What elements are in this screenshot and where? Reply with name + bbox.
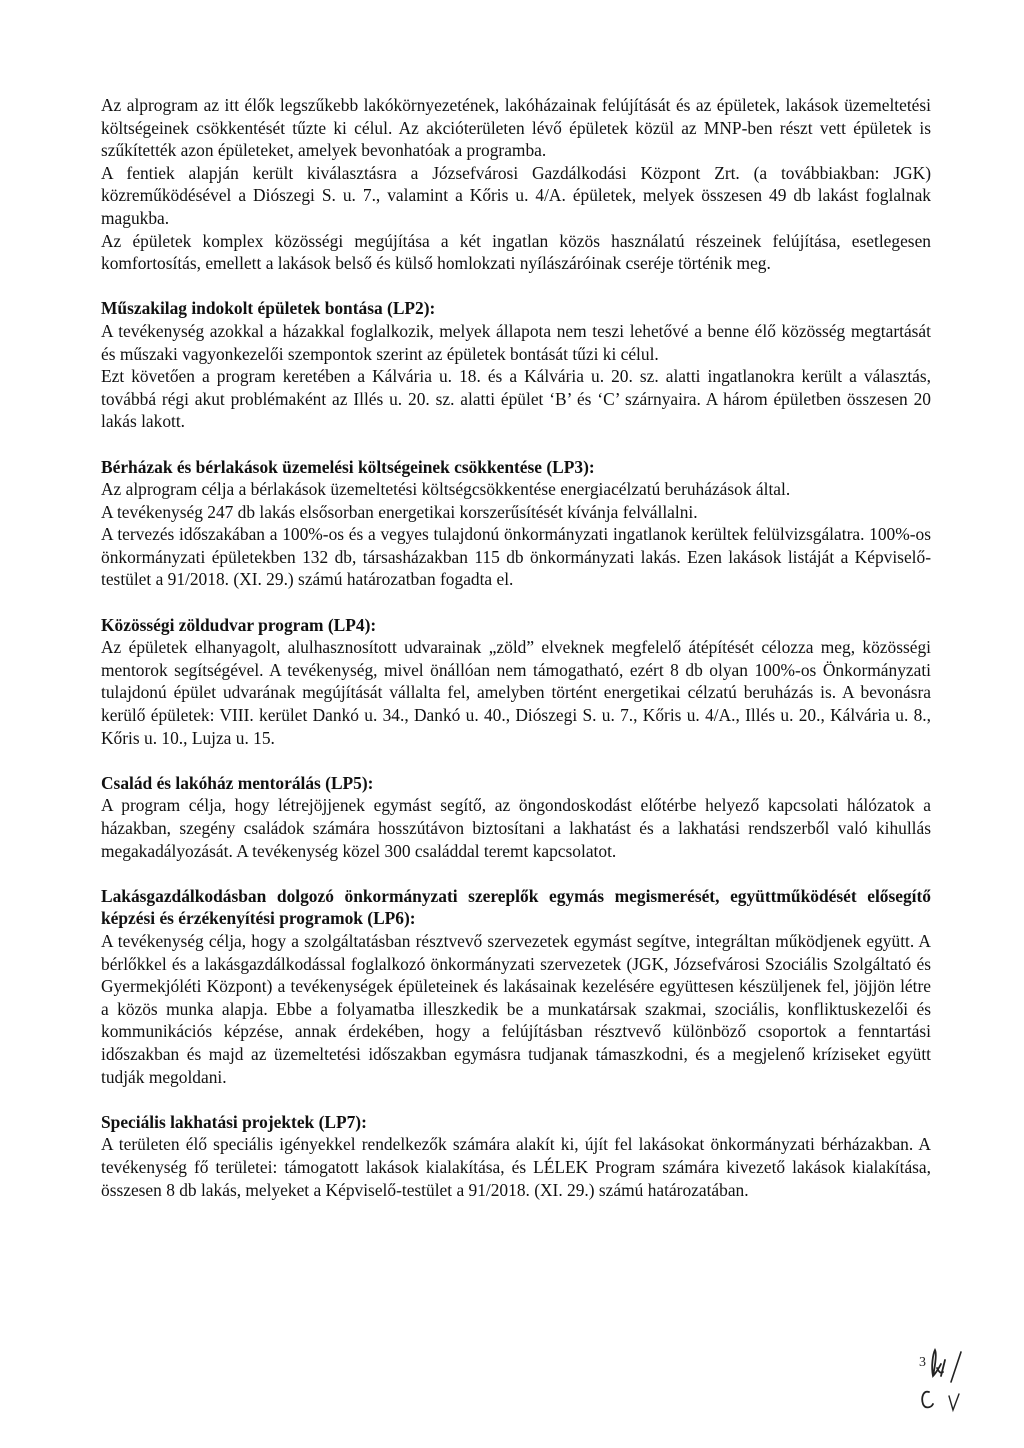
intro-paragraph-1: Az alprogram az itt élők legszűkebb lakókörnyezetének, lakóházainak felújítását és az épületek, lakások üzemeltetési költségeinek csökkentését tűzte ki célul. Az akcióterületen lévő épületek közül az MNP-ben részt vett épületek is szűkítették azon épületeket, amelyek bevonhatóak a programba.	[101, 95, 931, 161]
document-page	[101, 94, 931, 1201]
section-lp2-paragraph-1: A tevékenység azokkal a házakkal foglalkozik, melyek állapota nem teszi lehetővé a benne élő közösség megtartását és műszaki vagyonkezelői szempontok szerint az épületek bontását tűzi ki célul.	[101, 320, 931, 364]
section-lp7	[101, 1111, 931, 1201]
section-heading-lp7: Speciális lakhatási projektek (LP7):	[101, 1111, 367, 1132]
section-heading-lp3: Bérházak és bérlakások üzemelési költségeinek csökkentése (LP3):	[101, 456, 595, 477]
intro-paragraph-2: A fentiek alapján került kiválasztásra a Józsefvárosi Gazdálkodási Központ Zrt. (a továbbiakban: JGK) közreműködésével a Diószegi S. u. 7., valamint a Kőris u. 4/A. épületek, melyek összesen 49 db lakást foglalnak magukba.	[101, 162, 931, 228]
section-heading-lp6: Lakásgazdálkodásban dolgozó önkormányzati szereplők egymás megismerését, együttműködését elősegítő képzési és érzékenyítési programok (LP6):	[101, 885, 931, 929]
handwritten-page-mark	[915, 1346, 975, 1416]
section-lp4	[101, 614, 931, 750]
section-heading-lp5: Család és lakóház mentorálás (LP5):	[101, 772, 374, 793]
signature-icon	[915, 1346, 975, 1416]
section-lp7-paragraph-1: A területen élő speciális igényekkel rendelkezők számára alakít ki, újít fel lakásokat önkormányzati bérházakban. A tevékenység fő területei: támogatott lakások kialakítása, és LÉLEK Program számára kivezető lakások kialakítása, összesen 8 db lakás, melyeket a Képviselő-testület a 91/2018. (XI. 29.) számú határozatában.	[101, 1134, 931, 1200]
section-lp5-paragraph-1: A program célja, hogy létrejöjjenek egymást segítő, az öngondoskodást előtérbe helyező kapcsolati hálózatok a házakban, szegény családok számára hosszútávon biztosítani a lakhatást és a lakhatási rendszerből való kihullás megakadályozását. A tevékenység közel 300 családdal teremt kapcsolatot.	[101, 795, 931, 861]
section-lp3-paragraph-2: A tevékenység 247 db lakás elsősorban energetikai korszerűsítését kívánja felvállalni.	[101, 501, 698, 522]
intro-paragraph-3: Az épületek komplex közösségi megújítása a két ingatlan közös használatú részeinek felújítása, esetlegesen komfortosítás, emellett a lakások belső és külső homlokzati nyílászáróinak cseréje történik meg.	[101, 230, 931, 274]
section-lp3-paragraph-3: A tervezés időszakában a 100%-os és a vegyes tulajdonú önkormányzati ingatlanok kerültek felülvizsgálatra. 100%-os önkormányzati épületekben 132 db, társasházakban 115 db önkormányzati lakás. Ezen lakások listáját a Képviselő-testület a 91/2018. (XI. 29.) számú határozatban fogadta el.	[101, 524, 931, 590]
page-number-mark: 3	[919, 1355, 926, 1370]
intro-block	[101, 94, 931, 275]
section-lp2	[101, 297, 931, 433]
section-lp6-paragraph-1: A tevékenység célja, hogy a szolgáltatásban résztvevő szervezetek egymást segítve, integráltan működjenek együtt. A bérlőkkel és a lakásgazdálkodással foglalkozó önkormányzati szervezetek (JGK, Józsefvárosi Szociális Szolgáltató és Gyermekjóléti Központ) a tevékenységek épületeinek és lakásainak kezelésére együttesen készüljenek fel, jöjjön létre a közös munka alapja. Ebbe a folyamatba illeszkedik be a munkatársak szakmai, szociális, konfliktuskezelői és kommunikációs képzése, annak érdekében, hogy a felújításban résztvevő különböző csoportok a fenntartási időszakban és majd az üzemeltetési időszakban egymásra tudjanak támaszkodni, és a megjelenő kríziseket együtt tudják megoldani.	[101, 930, 931, 1087]
section-lp6	[101, 885, 931, 1088]
section-lp4-paragraph-1: Az épületek elhanyagolt, alulhasznosított udvarainak „zöld” elveknek megfelelő átépítését célozza meg, közösségi mentorok segítségével. A tevékenység, mivel önállóan nem támogatható, ezért 8 db olyan 100%-os Önkormányzati tulajdonú épület udvarának megújítását vállalta fel, amelyben történt energetikai célzatú beruházás is. A bevonásra kerülő épületek: VIII. kerület Dankó u. 34., Dankó u. 40., Diószegi S. u. 7., Kőris u. 4/A., Illés u. 20., Kálvária u. 8., Kőris u. 10., Lujza u. 15.	[101, 637, 931, 748]
section-lp3-paragraph-1: Az alprogram célja a bérlakások üzemeltetési költségcsökkentése energiacélzatú beruházások által.	[101, 479, 791, 500]
section-heading-lp4: Közösségi zöldudvar program (LP4):	[101, 614, 377, 635]
section-lp3	[101, 456, 931, 592]
section-lp2-paragraph-2: Ezt követően a program keretében a Kálvária u. 18. és a Kálvária u. 20. sz. alatti ingatlanokra került a választás, továbbá régi akut problémaként az Illés u. 20. sz. alatti épület ‘B’ és ‘C’ szárnyaira. A három épületben összesen 20 lakás lakott.	[101, 366, 931, 432]
section-lp5	[101, 772, 931, 862]
section-heading-lp2: Műszakilag indokolt épületek bontása (LP2):	[101, 298, 436, 319]
